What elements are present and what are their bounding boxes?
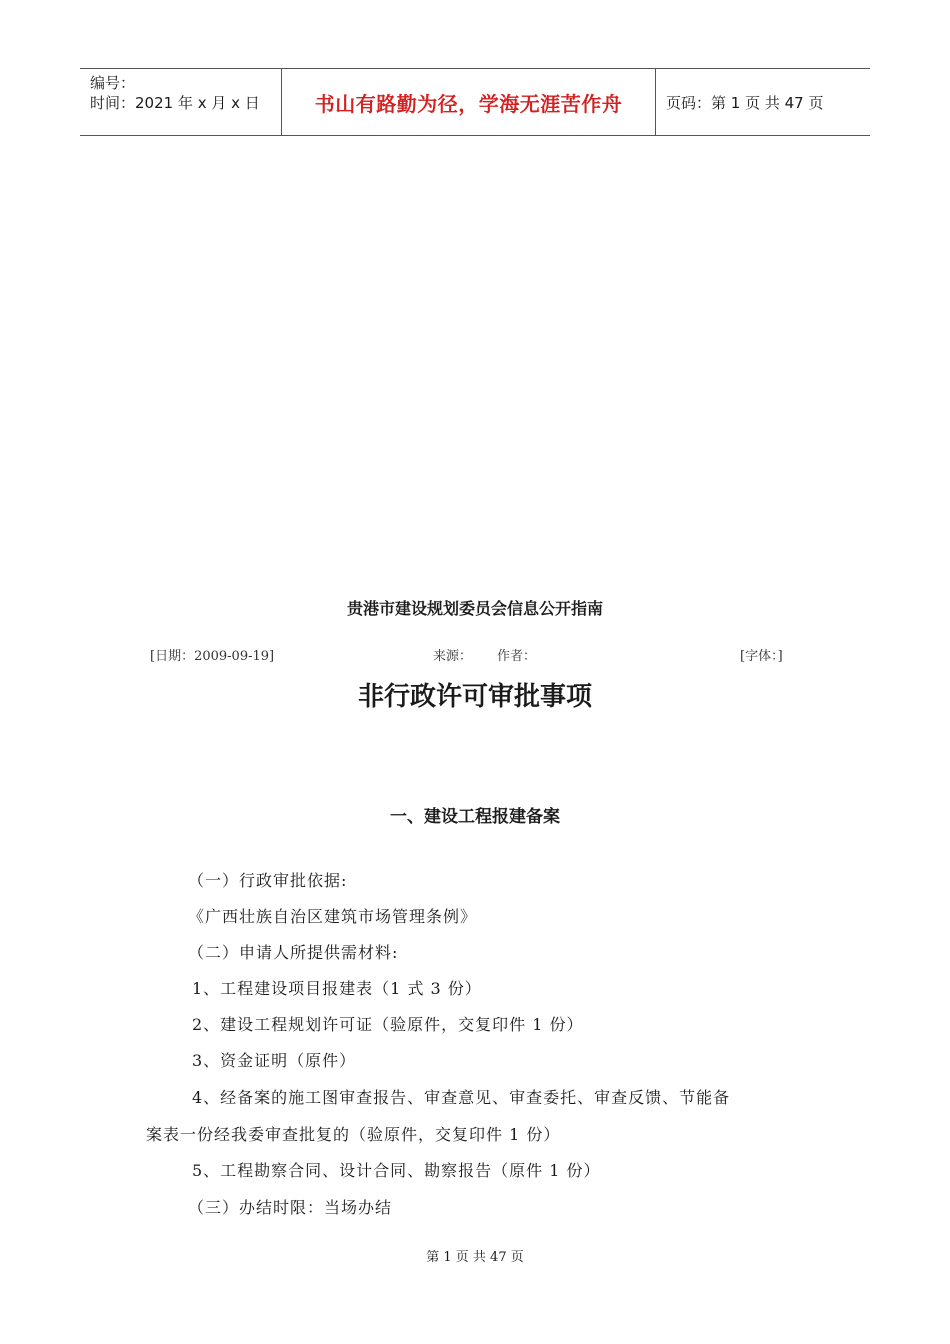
header-meta — [80, 69, 281, 135]
meta-date: [日期：2009-09-19] — [150, 649, 275, 664]
paragraph: 3、资金证明（原件） — [192, 1051, 357, 1070]
section-heading: 非行政许可审批事项 — [357, 682, 592, 712]
meta-source: 来源： — [433, 649, 473, 664]
document-number-label: 编号： — [90, 74, 136, 92]
document-time-label: 时间：2021 年 x 月 x 日 — [90, 94, 260, 112]
section-subheading: 一、建设工程报建备案 — [390, 807, 560, 827]
header-page-info: 页码：第 1 页 共 47 页 — [666, 93, 824, 112]
meta-font-size: [字体：] — [740, 649, 783, 664]
page-header — [80, 68, 870, 136]
page-footer: 第 1 页 共 47 页 — [426, 1250, 524, 1265]
meta-author: 作者： — [497, 649, 537, 664]
paragraph: （一）行政审批依据: — [188, 871, 348, 890]
paragraph: 5、工程勘察合同、设计合同、勘察报告（原件 1 份） — [192, 1161, 601, 1180]
paragraph: 《广西壮族自治区建筑市场管理条例》 — [188, 907, 478, 926]
paragraph: （二）申请人所提供需材料: — [188, 943, 399, 962]
paragraph: 4、经备案的施工图审查报告、审查意见、审查委托、审查反馈、节能备 — [192, 1088, 731, 1107]
paragraph: 案表一份经我委审查批复的（验原件，交复印件 1 份） — [146, 1125, 561, 1144]
paragraph: 1、工程建设项目报建表（1 式 3 份） — [192, 979, 482, 998]
header-motto: 书山有路勤为径，学海无涯苦作舟 — [281, 69, 656, 135]
paragraph: （三）办结时限：当场办结 — [188, 1198, 393, 1217]
paragraph: 2、建设工程规划许可证（验原件，交复印件 1 份） — [192, 1015, 584, 1034]
document-title: 贵港市建设规划委员会信息公开指南 — [346, 599, 603, 618]
